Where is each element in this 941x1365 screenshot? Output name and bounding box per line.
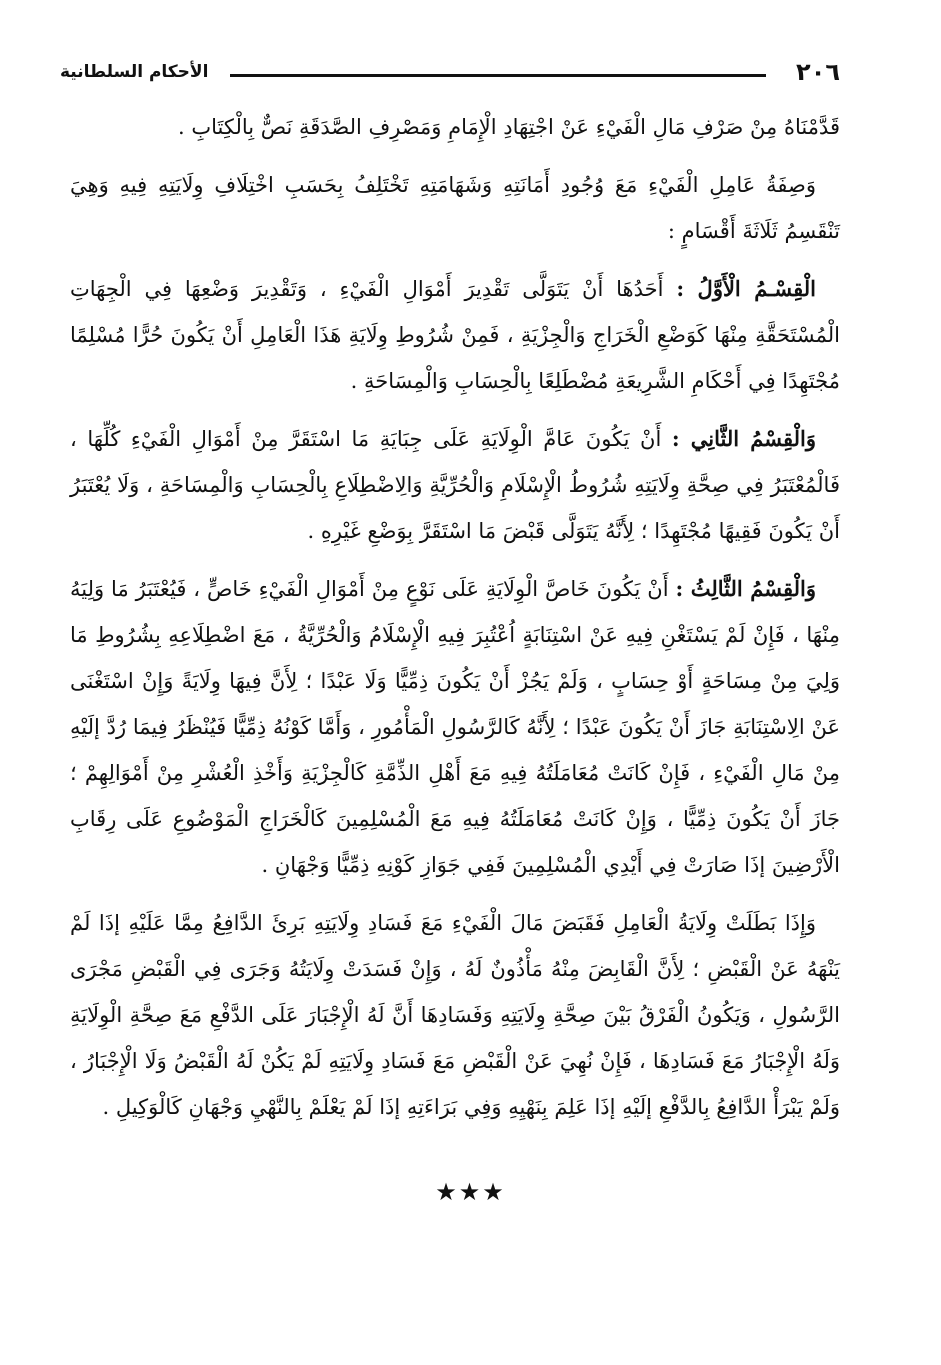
- paragraph: [70, 266, 840, 404]
- section-end-ornament: ★★★: [435, 1178, 506, 1206]
- paragraph-text: أَنْ يَكُونَ عَامَّ الْوِلَايَةِ عَلَى جِبَايَةِ مَا اسْتَقَرَّ مِنْ أَمْوَالِ الْفَيْءِ كُلِّهَا ، فَالْمُعْتَبَرُ فِي صِحَّةِ وِلَايَتِهِ شُرُوطُ الْإِسْلَامِ وَالْحُرِّيَّةِ وَالِاضْطِلَاعِ بِالْحِسَابِ وَالْمِسَاحَةِ ، وَلَا يُعْتَبَرُ أَنْ يَكُونَ فَقِيهًا مُجْتَهِدًا ؛ لِأَنَّهُ يَتَوَلَّى قَبْضَ مَا اسْتَقَرَّ بِوَضْعِ غَيْرِهِ .: [70, 427, 840, 543]
- section-heading: وَالْقِسْمُ الثَّانِي :: [671, 426, 816, 451]
- paragraph-text: أَحَدُهَا أَنْ يَتَوَلَّى تَقْدِيرَ أَمْوَالِ الْفَيْءِ ، وَتَقْدِيرَ وَضْعِهَا فِي الْجِهَاتِ الْمُسْتَحَقَّةِ مِنْهَا كَوَضْعِ الْخَرَاجِ وَالْجِزْيَةِ ، فَمِنْ شُرُوطِ وِلَايَةِ هَذَا الْعَامِلِ أَنْ يَكُونَ حُرًّا مُسْلِمًا مُجْتَهِدًا فِي أَحْكَامِ الشَّرِيعَةِ مُضْطَلِعًا بِالْحِسَابِ وَالْمِسَاحَةِ .: [70, 277, 840, 393]
- paragraph: [70, 162, 840, 254]
- book-title: الأحكام السلطانية: [60, 62, 209, 82]
- header-rule: [230, 74, 766, 77]
- page-header: [60, 58, 840, 94]
- body-text: [70, 104, 840, 1142]
- paragraph: [70, 104, 840, 150]
- paragraph-text: وَصِفَةُ عَامِلِ الْفَيْءِ مَعَ وُجُودِ أَمَانَتِهِ وَشَهَامَتِهِ تَخْتَلِفُ بِحَسَبِ اخْتِلَافِ وِلَايَتِهِ فِيهِ وَهِيَ تَنْقَسِمُ ثَلَاثَةَ أَقْسَامٍ :: [70, 173, 840, 243]
- paragraph: [70, 566, 840, 888]
- paragraph-text: أَنْ يَكُونَ خَاصَّ الْوِلَايَةِ عَلَى نَوْعٍ مِنْ أَمْوَالِ الْفَيْءِ خَاصٍّ ، فَيُعْتَبَرُ مَا وَلِيَهُ مِنْهَا ، فَإِنْ لَمْ يَسْتَغْنِ فِيهِ عَنْ اسْتِنَابَةٍ اُعْتُبِرَ فِيهِ الْإِسْلَامُ وَالْحُرِّيَّةُ ، مَعَ اضْطِلَاعِهِ بِشُرُوطِ مَا وَلِيَ مِنْ مِسَاحَةٍ أَوْ حِسَابٍ ، وَلَمْ يَجُزْ أَنْ يَكُونَ ذِمِّيًّا وَلَا عَبْدًا ؛ لِأَنَّ فِيهَا وِلَايَةً وَإِنْ اسْتَغْنَى عَنْ الِاسْتِنَابَةِ جَازَ أَنْ يَكُونَ عَبْدًا ؛ لِأَنَّهُ كَالرَّسُولِ الْمَأْمُورِ ، وَأَمَّا كَوْنُهُ ذِمِّيًّا فَيُنْظَرُ فِيمَا رُدَّ إلَيْهِ مِنْ مَالِ الْفَيْءِ ، فَإِنْ كَانَتْ مُعَامَلَتُهُ فِيهِ مَعَ أَهْلِ الذِّمَّةِ كَالْجِزْيَةِ وَأَخْذِ الْعُشْرِ مِنْ أَمْوَالِهِمْ ؛ جَازَ أَنْ يَكُونَ ذِمِّيًّا ، وَإِنْ كَانَتْ مُعَامَلَتُهُ فِيهِ مَعَ الْمُسْلِمِينَ كَالْخَرَاجِ الْمَوْضُوعِ عَلَى رِقَابِ الْأَرْضِينَ إذَا صَارَتْ فِي أَيْدِي الْمُسْلِمِينَ فَفِي جَوَازِ كَوْنِهِ ذِمِّيًّا وَجْهَانِ .: [70, 577, 840, 877]
- section-heading: وَالْقِسْمُ الثَّالِثُ :: [675, 576, 816, 601]
- paragraph-text: وَإِذَا بَطَلَتْ وِلَايَةُ الْعَامِلِ فَقَبَضَ مَالَ الْفَيْءِ مَعَ فَسَادِ وِلَايَتِهِ بَرِئَ الدَّافِعُ مِمَّا عَلَيْهِ إذَا لَمْ يَنْهَهُ عَنْ الْقَبْضِ ؛ لِأَنَّ الْقَابِضَ مِنْهُ مَأْذُونٌ لَهُ ، وَإِنْ فَسَدَتْ وِلَايَتُهُ وَجَرَى فِي الْقَبْضِ مَجْرَى الرَّسُولِ ، وَيَكُونُ الْفَرْقُ بَيْنَ صِحَّةِ وِلَايَتِهِ وَفَسَادِهَا أَنَّ لَهُ الْإِجْبَارَ عَلَى الدَّفْعِ مَعَ صِحَّةِ الْوِلَايَةِ وَلَهُ الْإِجْبَارُ مَعَ فَسَادِهَا ، فَإِنْ نُهِيَ عَنْ الْقَبْضِ مَعَ فَسَادِ وِلَايَتِهِ لَمْ يَكُنْ لَهُ الْقَبْضُ وَلَا الْإِجْبَارُ ، وَلَمْ يَبْرَأْ الدَّافِعُ بِالدَّفْعِ إلَيْهِ إذَا عَلِمَ بِنَهْيِهِ وَفِي بَرَاءَتِهِ إذَا لَمْ يَعْلَمْ بِالنَّهْيِ وَجْهَانِ كَالْوَكِيلِ .: [70, 911, 840, 1119]
- section-heading: الْقِسْـمُ الْأَوَّلُ :: [676, 276, 816, 301]
- paragraph: [70, 900, 840, 1130]
- paragraph-text: قَدَّمْنَاهُ مِنْ صَرْفِ مَالِ الْفَيْءِ عَنْ اجْتِهَادِ الْإِمَامِ وَمَصْرِفِ الصَّدَقَةِ نَصٌّ بِالْكِتَابِ .: [178, 115, 840, 139]
- page-number: ٢٠٦: [796, 58, 840, 86]
- paragraph: [70, 416, 840, 554]
